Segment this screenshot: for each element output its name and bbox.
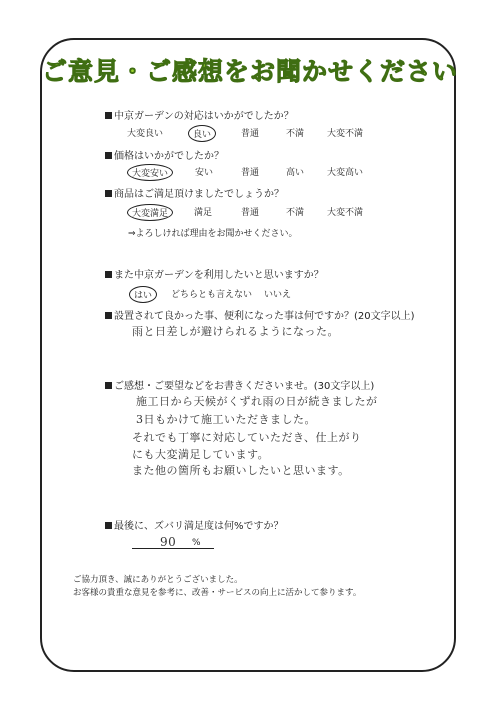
option-very-cheap-selected[interactable]: 大変安い: [127, 164, 173, 181]
option-yes-selected[interactable]: はい: [129, 286, 157, 303]
satisfaction-value: 90: [160, 535, 177, 549]
option-no[interactable]: いいえ: [264, 290, 292, 300]
comment-line: にも大変満足しています。: [132, 448, 270, 461]
question-service: 中京ガーデンの対応はいかがでしたか？: [105, 107, 294, 122]
option-normal[interactable]: 普通: [241, 129, 260, 139]
question-product: 商品はご満足頂けましたでしょうか？: [105, 185, 284, 200]
bullet-square-icon: [105, 382, 112, 389]
bullet-square-icon: [105, 522, 112, 529]
bullet-square-icon: [105, 190, 112, 197]
question-satisfaction: 最後に、ズバリ満足度は何%ですか？: [105, 517, 284, 532]
option-very-good[interactable]: 大変良い: [127, 129, 164, 139]
comment-line: それでも丁寧に対応していただき、仕上がり: [132, 431, 362, 444]
footer-message: お客様の貴重な意見を参考に、改善・サービスの向上に活かして参ります。: [73, 588, 362, 598]
option-dissatisfied[interactable]: 不満: [286, 129, 305, 139]
satisfaction-underline: [132, 548, 214, 549]
option-normal[interactable]: 普通: [241, 208, 260, 218]
option-expensive[interactable]: 高い: [286, 168, 305, 178]
option-very-satisfied-selected[interactable]: 大変満足: [127, 204, 173, 221]
survey-title: ご意見・ご感想をお聞かせください: [41, 57, 458, 86]
comment-line: 3日もかけて施工いただきました。: [136, 413, 316, 426]
bullet-square-icon: [105, 152, 112, 159]
question-benefit: 設置されて良かった事、便利になった事は何ですか？(20文字以上): [105, 307, 415, 322]
question-comments: ご感想・ご要望などをお書きくださいませ。(30文字以上): [105, 377, 374, 392]
bullet-square-icon: [105, 112, 112, 119]
option-very-dissatisfied[interactable]: 大変不満: [327, 208, 364, 218]
option-cheap[interactable]: 安い: [195, 168, 214, 178]
reason-prompt: ⇒よろしければ理由をお聞かせください。: [128, 229, 298, 239]
percent-unit: %: [192, 538, 201, 548]
option-normal[interactable]: 普通: [241, 168, 260, 178]
comment-line: また他の箇所もお願いしたいと思います。: [132, 464, 350, 477]
option-very-dissatisfied[interactable]: 大変不満: [327, 129, 364, 139]
option-satisfied[interactable]: 満足: [194, 208, 213, 218]
question-reuse: また中京ガーデンを利用したいと思いますか？: [105, 266, 324, 281]
bullet-square-icon: [105, 271, 112, 278]
option-neutral[interactable]: どちらとも言えない: [171, 290, 253, 300]
benefit-answer: 雨と日差しが避けられるようになった。: [132, 325, 339, 338]
comment-line: 施工日から天候がくずれ雨の日が続きましたが: [136, 395, 378, 408]
option-very-expensive[interactable]: 大変高い: [327, 168, 364, 178]
bullet-square-icon: [105, 312, 112, 319]
option-good-selected[interactable]: 良い: [188, 125, 216, 142]
footer-thanks: ご協力頂き、誠にありがとうございました。: [73, 575, 243, 585]
question-price: 価格はいかがでしたか？: [105, 147, 224, 162]
option-dissatisfied[interactable]: 不満: [286, 208, 305, 218]
